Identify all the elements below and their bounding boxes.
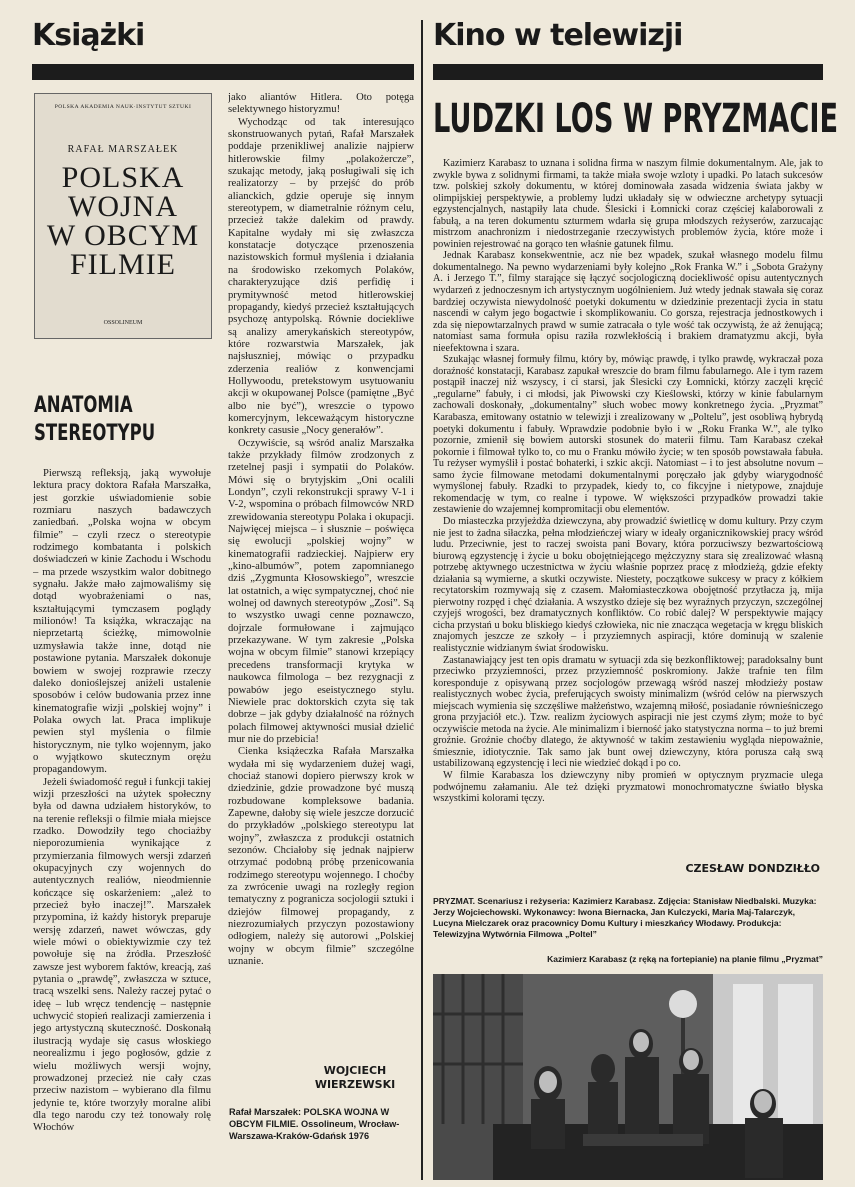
headline-line: STEREOTYPU: [34, 421, 156, 446]
film-credits: PRYZMAT. Scenariusz i reżyseria: Kazimierz Karabasz. Zdjęcia: Stanisław Niedbalski. Muzyka: Jerzy Wojciechowski. Wykonawcy: Iwona Biernacka, Jan Kulczycki, Maria Maj-Talarczyk, Lucyna Mielczarek oraz pracownicy Domu Kultury i mieszkańcy Włodawy. Produkcja: Telewizyjna Wytwórnia Filmowa „Poltel”: [433, 896, 817, 939]
review-column-2: [228, 92, 414, 1034]
paragraph: Wychodząc od tak interesująco skonstruowanych pytań, Rafał Marszałek poddaje przenikliwej analizie najpierw hitlerowskie filmy „polakożercze”, szukając metody, jaką posługiwali się ich realizatorzy – by przejść do prób alianckich, gdzie operuje się innym stereotypem, w diametralnie różnym celu, przecież także dalekim od prawdy. Kapitalne wydały mi się zwłaszcza konstatacje dotyczące przenoszenia nazistowskich formuł myślenia i działania na środowisko rzekomych Polaków, charakteryzujące dziś perfidię i prymitywność metod hitlerowskiej propagandy, kiedyś przecież kształtujących psychozę antypolską. Równie dociekliwe są analizy amerykańskich stereotypów, które rozwarstwia Marszałek, jak najsłuszniej, mówiąc o przypadku zderzenia realiów z konwencjami Hollywoodu, pretekstowym usytuowaniu akcji w okupowanej Polsce (pamiętne „Być albo nie być”), wreszcie o typowo komercyjnym, lekceważącym historyczne konkrety casusie „Nocy generałów”.: [228, 116, 414, 437]
film-set-photo: [433, 974, 823, 1180]
book-cover-author: RAFAŁ MARSZAŁEK: [67, 144, 179, 155]
article-signature: CZESŁAW DONDZIŁŁO: [685, 862, 820, 875]
article-headline: [433, 96, 839, 142]
film-set-photo-drawing: [433, 974, 823, 1180]
paragraph: Szukając własnej formuły filmu, który by, mówiąc prawdę, i tylko prawdę, wykraczał poza doraźność konstatacji, Karabasz zapukał wreszcie do bram filmu fabularnego. Ale i tym razem postąpił inaczej niż wszyscy, i ci starsi, jak Ślesicki czy Łomnicki, którzy zaczęli kręcić „regularne” fabuły, i ci młodsi, jak Piwowski czy Kieślowski, którzy w kinie fabularnym zachowali doskonały, „dokumentalny” słuch wobec mowy konkretnego życia. „Pryzmat” Karabasza, emitowany ostatnio w telewizji i zrealizowany w „Poltelu”, jest osobliwą hybrydą poetyki dokumentu i fabuły. Wprawdzie podobnie było i w „Roku Franka W.”, ale tylko pozornie, zmienił się bowiem autorski stosunek do materii filmu. Tam Karabasz czekał pokornie i filmował tylko to, co mu o Franku mówiło życie; w ten sposób powstawała fabuła. Tu reżyser wymyślił i postać bohaterki, i szkic akcji. Natomiast – i to jest absolutne novum – samo życie filmowane metodami dokumentalnymi poręczało jak gdyby wiarygodność wymyślonej fabuły. Rzadki to przypadek, kiedy to, co fikcyjne i nietypowe, znajduje rekomendację w tym, co realne i typowe. W większości przypadków prowadzi takie zestawienie do wzajemnej kompromitacji obu elementów.: [433, 354, 823, 516]
headline-line: ANATOMIA: [34, 393, 133, 418]
paragraph: Do miasteczka przyjeżdża dziewczyna, aby prowadzić świetlicę w domu kultury. Przy czym nie jest to żadna siłaczka, pełna młodzieńczej wiary w ideały organicznikowskiej pracy wśród ludu. Przeciwnie, jest to raczej swoista pani Bovary, która porzuciwszy bezwartościową biurową egzystencję i życie u boku obojętniejącego mężczyzny stara się zrealizować własną potrzebę aktywnego uczestnictwa w życiu właśnie poprzez pracę z młodzieżą, gdzie efekty działania są wymierne, a skutki oczywiste. Niestety, początkowe sukcesy w pracy z kółkiem recytatorskim rozmywają się z czasem. Małomiasteczkowa obojętność przytłacza ją, mija pierwotny rozpęd i chęć działania. A wszystko dzieje się bez wyraźnych przyczyn, szczególnej czyjejś wrogości, bez dramatycznych konfliktów. Co robić dalej? W perspektywie mający cicha przystań u boku bliskiego kiedyś człowieka, nic nie znacząca wegetacja w kręgu bliskich znajomych jeszcze ze szkoły – i przyziemnych aspiracji, które dominują w szalenie realistycznie widzianym świat środowisku.: [433, 515, 823, 654]
book-cover-title-line: WOJNA: [68, 190, 178, 223]
paragraph: Cienka książeczka Rafała Marszałka wydała mi się wydarzeniem dużej wagi, chociaż stanowi dopiero pierwszy krok w dziedzinie, gdzie prowadzone być muszą rozbudowane kompleksowe badania. Zapewne, dałoby się wiele jeszcze dorzucić do przykładów „polskiego stereotypu lat wojny”, zwłaszcza z produkcji ostatnich sezonów. Chciałoby się jednak najpierw otrzymać podobną próbę przenicowania rodzimego stereotypu wojennego. I choćby za zwrócenie uwagi na rozległy region tematyczny z pogranicza socjologii sztuki i dziejów filmowej propagandy, z niezrozumiałych przyczyn pozostawiony odłogiem, należy się autorowi „Polskiej wojny w obcym filmie” szczególne uznanie.: [228, 746, 414, 968]
paragraph: jako aliantów Hitlera. Oto potęga selektywnego historyzmu!: [228, 92, 414, 116]
book-info: Rafał Marszałek: POLSKA WOJNA W OBCYM FILMIE. Ossolineum, Wrocław-Warszawa-Kraków-Gdańsk 1976: [229, 1107, 400, 1141]
signature-line: WOJCIECH: [323, 1064, 387, 1077]
right-section-title: [433, 18, 682, 54]
column-divider: [421, 20, 423, 1180]
book-cover-title: [35, 163, 211, 279]
book-cover-publisher-top: POLSKA AKADEMIA NAUK·INSTYTUT SZTUKI: [54, 104, 192, 110]
paragraph: Zastanawiający jest ten opis dramatu w sytuacji zda się bezkonfliktowej; paradoksalny bunt przeciwko przyziemności, przez przyziemność poskromiony. Jakże trafnie ten film koresponduje z opisywaną przez socjologów przewagą wśród naszej młodzieży postaw realistycznych wobec życia, preferujących swoisty minimalizm (wśród celów na pierwszych miejscach wymienia się szczęśliwe małżeństwo, wzajemną miłość, posiadanie równieśniczego grona przyjaciół etc.). Tzw. realizm życiowych aspiracji nie jest czymś złym; może to być oczywiście metoda na życie. Ale minimalizm i bierność jako statystyczna norma – to już bremi groźnie. Groźnie choćby dlatego, że aktywność w takim zestawieniu wygląda niepoważnie, śmiesznie, idiotycznie. Tak samo jak bunt owej dziewczyny, która porusza całą swą ustabilizowaną egzystencję i leci nie wiedzieć dokąd i po co.: [433, 654, 823, 770]
section-title-kino: Kino w telewizji: [433, 18, 683, 53]
book-cover-publisher-bottom: OSSOLINEUM: [103, 320, 143, 326]
left-header-bar: [32, 64, 414, 80]
book-cover-title-line: FILMIE: [70, 248, 176, 281]
paragraph: Oczywiście, są wśród analiz Marszałka także przykłady filmów zrodzonych z rzetelnej pasji i sympatii do Polaków. Mówi się o brytyjskim „Oni ocalili Londyn”, czyli rekonstrukcji sprawy V-1 i V-2, wspomina o próbach filmowców NRD zrewidowania stereotypu Polaka i okupacji. Najwięcej miejsca – i słusznie – poświęca się ewolucji „polskiej wojny” w kinematografii radzieckiej. Najpierw ery „kino-albumów”, potem zapomnianego dziś „Zygmunta Kłosowskiego”, wreszcie lat ostatnich, a więc sympatycznej, choć nie wolnej od dawnych stereotypów „Zosi”. Są to wszystko uwagi cenne poznawczo, dojrzale formułowane i zajmująco przekazywane. W tym zakresie „Polska wojna w obcym filmie” stanowi krzepiący precedens transformacji krytyka w naukowca filmologa – bez rezygnacji z powabów jego eseistycznego stylu. Niewiele prac doktorskich czyta się tak dobrze – jak gdyby działalność na różnych polach filmowej aktywności musiał dzielić mur nie do przebicia!: [228, 437, 414, 745]
paragraph: Kazimierz Karabasz to uznana i solidna firma w naszym filmie dokumentalnym. Ale, jak to zwykle bywa z solidnymi firmami, ta także miała swoje wzloty i upadki. Po latach sukcesów tzw. polskiej szkoły dokumentu, w której dominowała zasada widzenia świata jakby w olimpijskiej perspektywie, a problemy ludzi układały się w odwieczne archetypy sytuacji egzystencjalnych, nastąpiły lata chude. Ślesicki i Łomnicki coraz częściej kalaborowali z fabułą, a na teren dokumentu szturmem wdarła się grupa młodszych reżyserów, zarzucając mistrzom anachronizm i niedostrzeganie rzeczywistych problemów życia, które może i powinien rejestrować na gorąco ten właśnie gatunek filmu.: [433, 158, 823, 250]
article-headline-text: LUDZKI LOS W PRYZMACIE: [433, 96, 839, 142]
book-cover-image: [34, 93, 212, 339]
review-column-1: [33, 468, 211, 1182]
book-cover-title-line: POLSKA: [61, 161, 185, 194]
paragraph: Pierwszą refleksją, jaką wywołuje lektura pracy doktora Rafała Marszałka, jest gorzkie uświadomienie sobie rozmiaru naszych badawczych zaniedbań. „Polska wojna w obcym filmie” – czyli rzecz o stereotypie rodzimego kombatanta i polskich doświadczeń w kinie Zachodu i Wschodu – ma przede wszystkim walor dobitnego sygnału. Jakże mało zajmowaliśmy się dotąd wyobrażeniami o nas, kształtującymi tymczasem poglądy milionów! Ta książka, wkraczając na nieprzetartą ścieżkę, mimowolnie uzmysławia także inne, dotąd nie postawione pytania. Marszałek dokonuje bowiem w swojej rozprawie rzeczy daleko donioślejszej aniżeli ustalenie sposobów i celów budowania przez inne kinematografie wizji „polskiej wojny” i Polaka owych lat. Praca implikuje pewien styl myślenia o filmie historycznym, nie tylko wojennym, jako o wyjątkowo skutecznym orężu propagandowym.: [33, 468, 211, 776]
signature-line: WIERZEWSKI: [314, 1078, 396, 1091]
paragraph: W filmie Karabasza los dziewczyny niby promień w optycznym pryzmacie ulega podwójnemu załamaniu. Ale też dzięki pryzmatowi monochromatyczne światło błyska wszystkimi kolorami tęczy.: [433, 769, 823, 805]
paragraph: Jednak Karabasz konsekwentnie, acz nie bez wpadek, szukał własnego modelu filmu dokumentalnego. Na pewno wydarzeniami były kolejno „Rok Franka W.” i „Sobota Grażyny A. i Jerzego T.”, filmy starające się łączyć socjologiczną dociekliwość opisu autentycznych wydarzeń z jednoczesnym ich artystycznym uogólnieniem. Już wtedy jednak stawała się coraz bardziej oczywista niewydolność poetyki dokumentu w dziedzinie prezentacji życia in statu nascendi w całym jego bogactwie i skomplikowaniu. Co gorsza, rejestracja jednostkowych i zda się niepowtarzalnych prawd w sumie zatracała o tyle wość tak oczywistą, że aż żenującą; natomiast sama formuła opisu raziła rozwlekłością i brakiem dramatyzmu akcji, była nieefektowna i szara.: [433, 250, 823, 354]
review-signature: [300, 1064, 410, 1092]
section-title-ksiazki: Książki: [32, 18, 145, 53]
article-body: [433, 158, 823, 860]
photo-caption: Kazimierz Karabasz (z ręką na fortepianie) na planie filmu „Pryzmat”: [547, 954, 823, 964]
book-cover-title-line: W OBCYM: [46, 219, 200, 252]
right-header-bar: [433, 64, 823, 80]
left-section-title: [32, 18, 144, 54]
paragraph: Jeżeli świadomość reguł i funkcji takiej wizji przeszłości na użytek społeczny była od dawna udziałem historyków, to na terenie refleksji o filmie miała miejsce rzadko. Dowodziły tego chociażby nieporozumienia wynikające z przymierzania filmowych wersji zdarzeń okupacyjnych czy wojennych do autentycznych realiów, nieodmiennie kończące się oskarżeniem: „ależ to przecież było inaczej!”. Marszałek przypomina, iż każdy historyk preparuje wersję zdarzeń, nawet wówczas, gdy wiele mówi o obiektywizmie czy też powołuje się na źródła. Przeszłość zawsze jest wyborem faktów, kreacją, zaś pytania o „prawdę”, zwłaszcza w sztuce, tracą wszelki sens. Należy raczej pytać o ideę – lub wręcz tendencję – następnie uchwycić stopień realizacji zamierzenia i jego artystyczną skuteczność. Doskonałą ilustracją wydaje się casus włoskiego neorealizmu i jego pogłosów, gdzie z wielu możliwych wersji wojny, prowadzonej przecież nie cały czas przeciw nazistom – wybierano dla filmu jedynie te, które tworzyły moralne alibi dla tego narodu czy też tonowały rolę Włochów: [33, 776, 211, 1134]
